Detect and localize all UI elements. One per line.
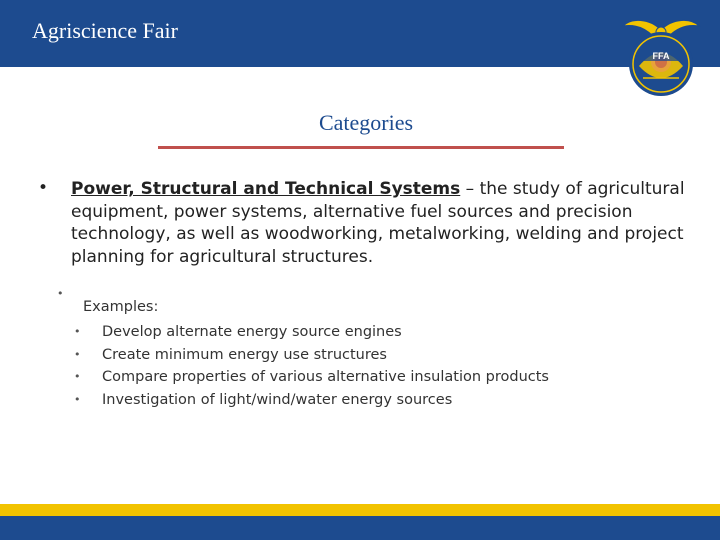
header-bar	[0, 0, 720, 67]
bullet-dot-icon: •	[38, 178, 49, 198]
example-text: Investigation of light/wind/water energy sources	[102, 391, 453, 408]
bullet-dot-icon: •	[74, 347, 81, 361]
example-text: Create minimum energy use structures	[102, 346, 387, 363]
ffa-emblem-icon	[621, 12, 701, 100]
bullet-dot-icon: •	[74, 325, 81, 338]
example-text: Compare properties of various alternative insulation products	[102, 369, 549, 385]
slide-title: Categories	[318, 110, 414, 135]
category-term: Power, Structural and Technical Systems	[71, 179, 461, 199]
ffa-logo-text: FFA	[652, 51, 670, 61]
example-text: Develop alternate energy source engines	[102, 324, 402, 340]
footer-blue-bar	[0, 516, 720, 540]
bullet-dot-icon: •	[74, 370, 81, 383]
header-title: Agriscience Fair	[32, 18, 178, 43]
category-description	[71, 178, 686, 268]
bullet-dot-icon: •	[57, 287, 64, 300]
footer-gold-bar	[0, 504, 720, 516]
category-detail: – the study of agricultural equipment, power systems, alternative fuel sources and precision technology, as well as woodworking, metalworking, welding and project planning for agricultural structures.	[71, 179, 685, 267]
examples-label: Examples:	[83, 299, 159, 315]
title-divider	[158, 146, 564, 149]
bullet-dot-icon: •	[74, 392, 81, 406]
